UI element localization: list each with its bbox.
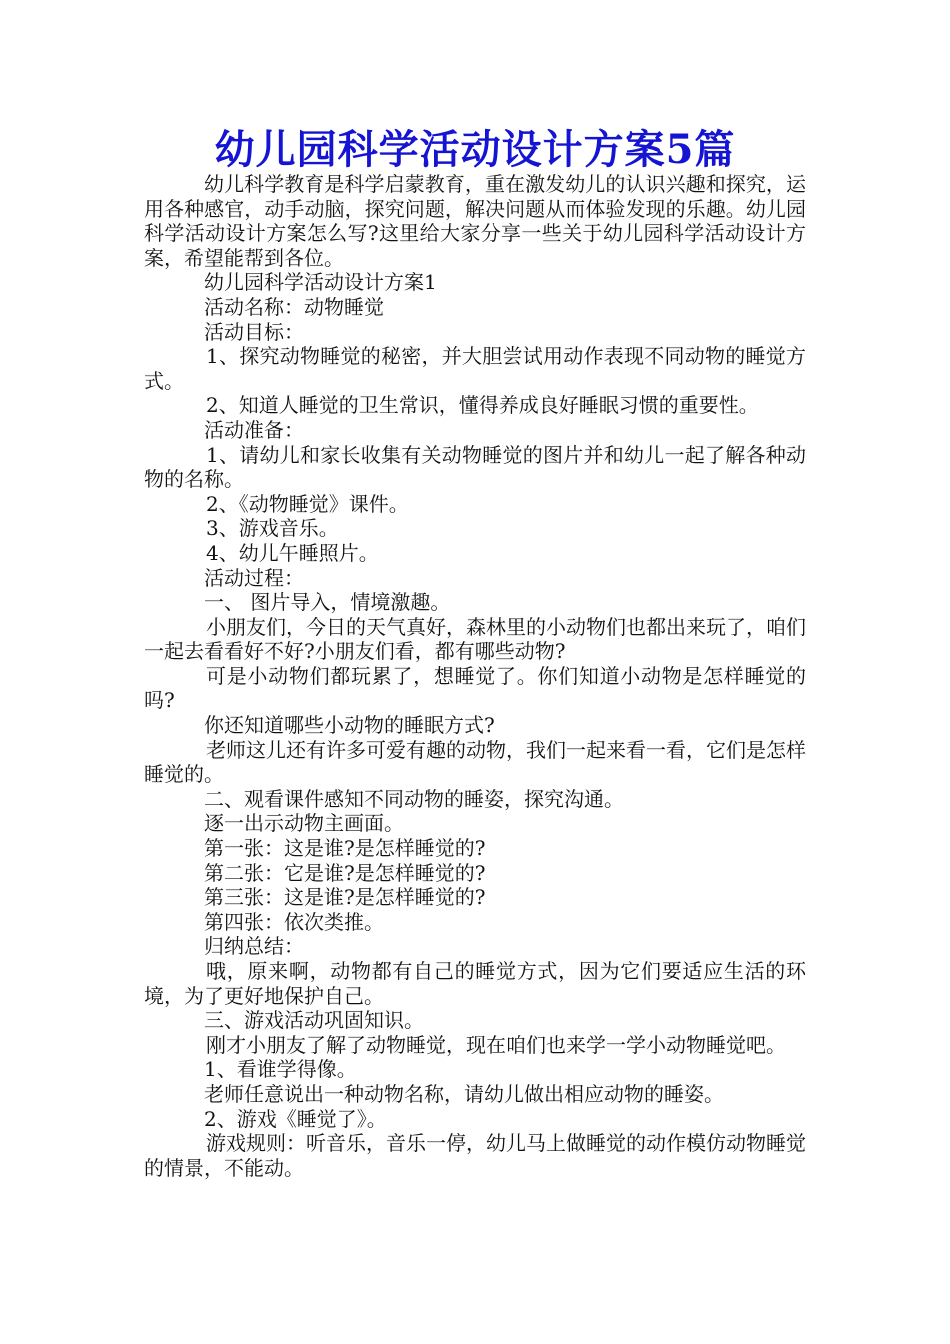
body-paragraph: 第二张：它是谁?是怎样睡觉的? xyxy=(204,860,486,885)
goals-heading: 活动目标： xyxy=(204,319,304,344)
document-body xyxy=(144,172,806,1180)
intro-paragraph: 幼儿科学教育是科学启蒙教育，重在激发幼儿的认识兴趣和探究，运用各种感官，动手动脑，探究问题，解决问题从而体验发现的乐趣。幼儿园科学活动设计方案怎么写?这里给大家分享一些关于幼儿园科学活动设计方案，希望能帮到各位。 xyxy=(144,172,806,270)
preparation-item: 1、请幼儿和家长收集有关动物睡觉的图片并和幼儿一起了解各种动物的名称。 xyxy=(144,442,806,492)
body-paragraph: 老师这儿还有许多可爱有趣的动物，我们一起来看一看，它们是怎样睡觉的。 xyxy=(144,737,806,787)
goal-item: 1、探究动物睡觉的秘密，并大胆尝试用动作表现不同动物的睡觉方式。 xyxy=(144,344,806,393)
body-paragraph: 逐一出示动物主画面。 xyxy=(204,811,404,836)
document-title: 幼儿园科学活动设计方案5篇 xyxy=(214,126,736,173)
section-heading: 幼儿园科学活动设计方案1 xyxy=(204,270,437,295)
preparation-item: 4、幼儿午睡照片。 xyxy=(206,540,379,565)
body-paragraph: 刚才小朋友了解了动物睡觉，现在咱们也来学一学小动物睡觉吧。 xyxy=(206,1032,786,1057)
body-paragraph: 游戏规则：听音乐，音乐一停，幼儿马上做睡觉的动作模仿动物睡觉的情景，不能动。 xyxy=(144,1131,806,1180)
step-heading: 三、游戏活动巩固知识。 xyxy=(204,1008,424,1033)
process-heading: 活动过程： xyxy=(204,565,304,590)
body-paragraph: 第三张：这是谁?是怎样睡觉的? xyxy=(204,885,486,910)
goal-item: 2、知道人睡觉的卫生常识，懂得养成良好睡眠习惯的重要性。 xyxy=(206,393,759,418)
step-heading: 一、 图片导入，情境激趣。 xyxy=(204,590,451,615)
preparation-item: 3、游戏音乐。 xyxy=(206,516,339,541)
body-paragraph: 可是小动物们都玩累了，想睡觉了。你们知道小动物是怎样睡觉的吗? xyxy=(144,663,806,713)
activity-name: 活动名称：动物睡觉 xyxy=(204,294,384,319)
game-item: 2、游戏《睡觉了》。 xyxy=(204,1106,387,1131)
body-paragraph: 老师任意说出一种动物名称，请幼儿做出相应动物的睡姿。 xyxy=(204,1081,724,1106)
body-paragraph: 第四张：依次类推。 xyxy=(204,909,384,934)
step-heading: 二、观看课件感知不同动物的睡姿，探究沟通。 xyxy=(204,786,624,811)
game-item: 1、看谁学得像。 xyxy=(204,1057,357,1082)
body-paragraph: 小朋友们，今日的天气真好，森林里的小动物们也都出来玩了，咱们一起去看看好不好?小朋友们看，都有哪些动物? xyxy=(144,614,806,664)
summary-heading: 归纳总结： xyxy=(204,934,304,959)
body-paragraph: 哦，原来啊，动物都有自己的睡觉方式，因为它们要适应生活的环境，为了更好地保护自己。 xyxy=(144,959,806,1008)
preparation-item: 2、《动物睡觉》课件。 xyxy=(206,491,409,516)
body-paragraph: 第一张：这是谁?是怎样睡觉的? xyxy=(204,836,486,861)
preparation-heading: 活动准备： xyxy=(204,417,304,442)
body-paragraph: 你还知道哪些小动物的睡眠方式? xyxy=(204,713,495,738)
